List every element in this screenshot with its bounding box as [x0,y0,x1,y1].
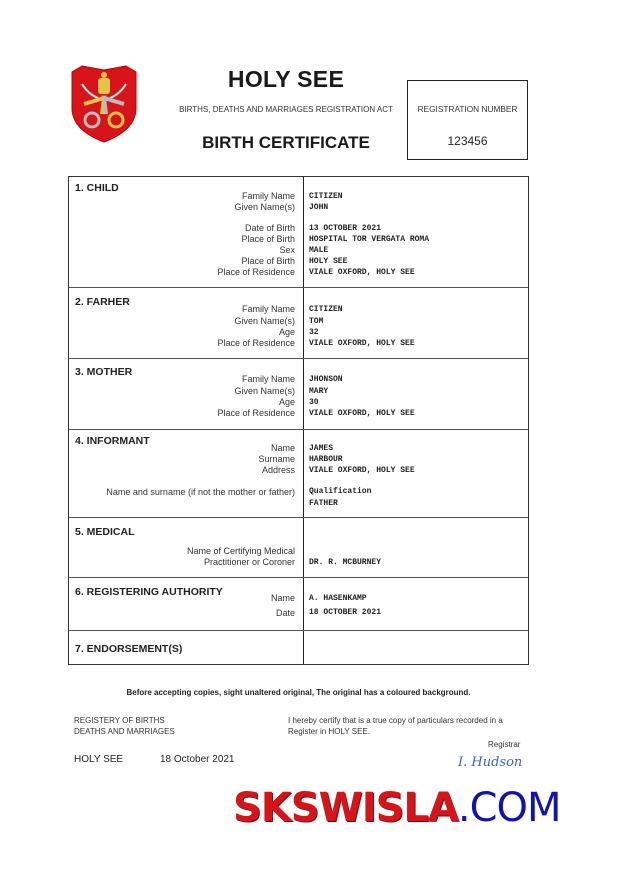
mother-residence: VIALE OXFORD, HOLY SEE [309,409,415,418]
field-label: Date of Birth [244,223,295,233]
certificate-table [68,176,529,665]
field-label: Practitioner or Coroner [203,557,295,567]
papal-coat-of-arms-icon [68,64,140,144]
section-child-title: 1. CHILD [75,182,119,194]
certify-line-2: Register in HOLY SEE. [288,727,370,736]
father-family-name: CITIZEN [309,305,343,314]
child-sex: MALE [309,246,329,255]
field-label: Family Name [241,191,295,201]
row-divider [69,429,528,430]
registration-box [407,80,528,160]
field-label: Age [278,397,295,407]
authority-date: 18 OCTOBER 2021 [309,608,382,617]
field-label: Address [261,465,295,475]
informant-qualification: FATHER [309,499,338,508]
child-dob: 13 OCTOBER 2021 [309,224,382,233]
field-label: Given Name(s) [234,202,295,212]
row-divider [69,517,528,518]
section-endorsement-title: 7. ENDORSEMENT(S) [75,643,183,655]
field-label: Given Name(s) [234,316,295,326]
child-given-names: JOHN [309,203,329,212]
registration-number: 123456 [447,134,488,148]
informant-address: VIALE OXFORD, HOLY SEE [309,466,415,475]
medical-practitioner: DR. R. MCBURNEY [309,558,382,567]
field-label: Surname [258,454,295,464]
footer-date: 18 October 2021 [160,754,235,765]
row-divider [69,358,528,359]
mother-given-names: MARY [309,387,329,396]
watermark-part-2: .COM [457,785,561,831]
father-given-names: TOM [309,317,324,326]
section-mother-title: 3. MOTHER [75,366,133,378]
registrar-signature: I. Hudson [458,755,523,770]
field-label: Age [278,327,295,337]
field-label: Name and surname (if not the mother or father) [106,487,295,497]
father-residence: VIALE OXFORD, HOLY SEE [309,339,415,348]
field-label: Name [270,443,295,453]
column-divider [303,177,304,664]
field-label: Place of Residence [217,338,295,348]
field-label: Place of Birth [241,256,295,266]
notice-text: Before accepting copies, sight unaltered original, The original has a coloured background. [126,688,471,697]
field-label: Place of Residence [217,408,295,418]
field-label: Given Name(s) [234,386,295,396]
certificate-title: BIRTH CERTIFICATE [202,133,370,152]
mother-age: 30 [309,398,319,407]
row-divider [69,630,528,631]
section-medical-title: 5. MEDICAL [75,526,135,538]
country-title: HOLY SEE [227,66,345,92]
act-title: BIRTHS, DEATHS AND MARRIAGES REGISTRATION ACT [179,105,393,114]
field-label: Place of Birth [241,234,295,244]
watermark [233,785,561,831]
informant-surname: HARBOUR [309,455,343,464]
watermark-part-1: SKSWISLA [233,785,458,831]
footer-place: HOLY SEE [74,754,124,765]
registry-line-2: DEATHS AND MARRIAGES [74,727,175,736]
field-label: Family Name [241,374,295,384]
child-residence: VIALE OXFORD, HOLY SEE [309,268,415,277]
field-label: Family Name [241,304,295,314]
section-authority-title: 6. REGISTERING AUTHORITY [75,586,223,598]
registrar-label: Registrar [488,740,521,749]
field-label: Name [270,593,295,603]
child-family-name: CITIZEN [309,192,343,201]
row-divider [69,577,528,578]
registry-line-1: REGISTERY OF BIRTHS [74,716,165,725]
informant-name: JAMES [309,444,334,453]
row-divider [69,287,528,288]
mother-family-name: JHONSON [309,375,343,384]
father-age: 32 [309,328,319,337]
registration-label: REGISTRATION NUMBER [417,104,518,114]
field-label: Name of Certifying Medical [186,546,295,556]
field-label: Sex [279,245,295,255]
field-label: Place of Residence [217,267,295,277]
section-informant-title: 4. INFORMANT [75,435,150,447]
field-label: Date [275,608,295,618]
certify-line-1: I hereby certify that is a true copy of particulars recorded in a [288,716,503,725]
child-pob2: HOLY SEE [309,257,348,266]
authority-name: A. HASENKAMP [309,594,367,603]
child-pob: HOSPITAL TOR VERGATA ROMA [309,235,430,244]
section-father-title: 2. FARHER [75,296,130,308]
informant-qualification-label: Qualification [309,487,372,496]
